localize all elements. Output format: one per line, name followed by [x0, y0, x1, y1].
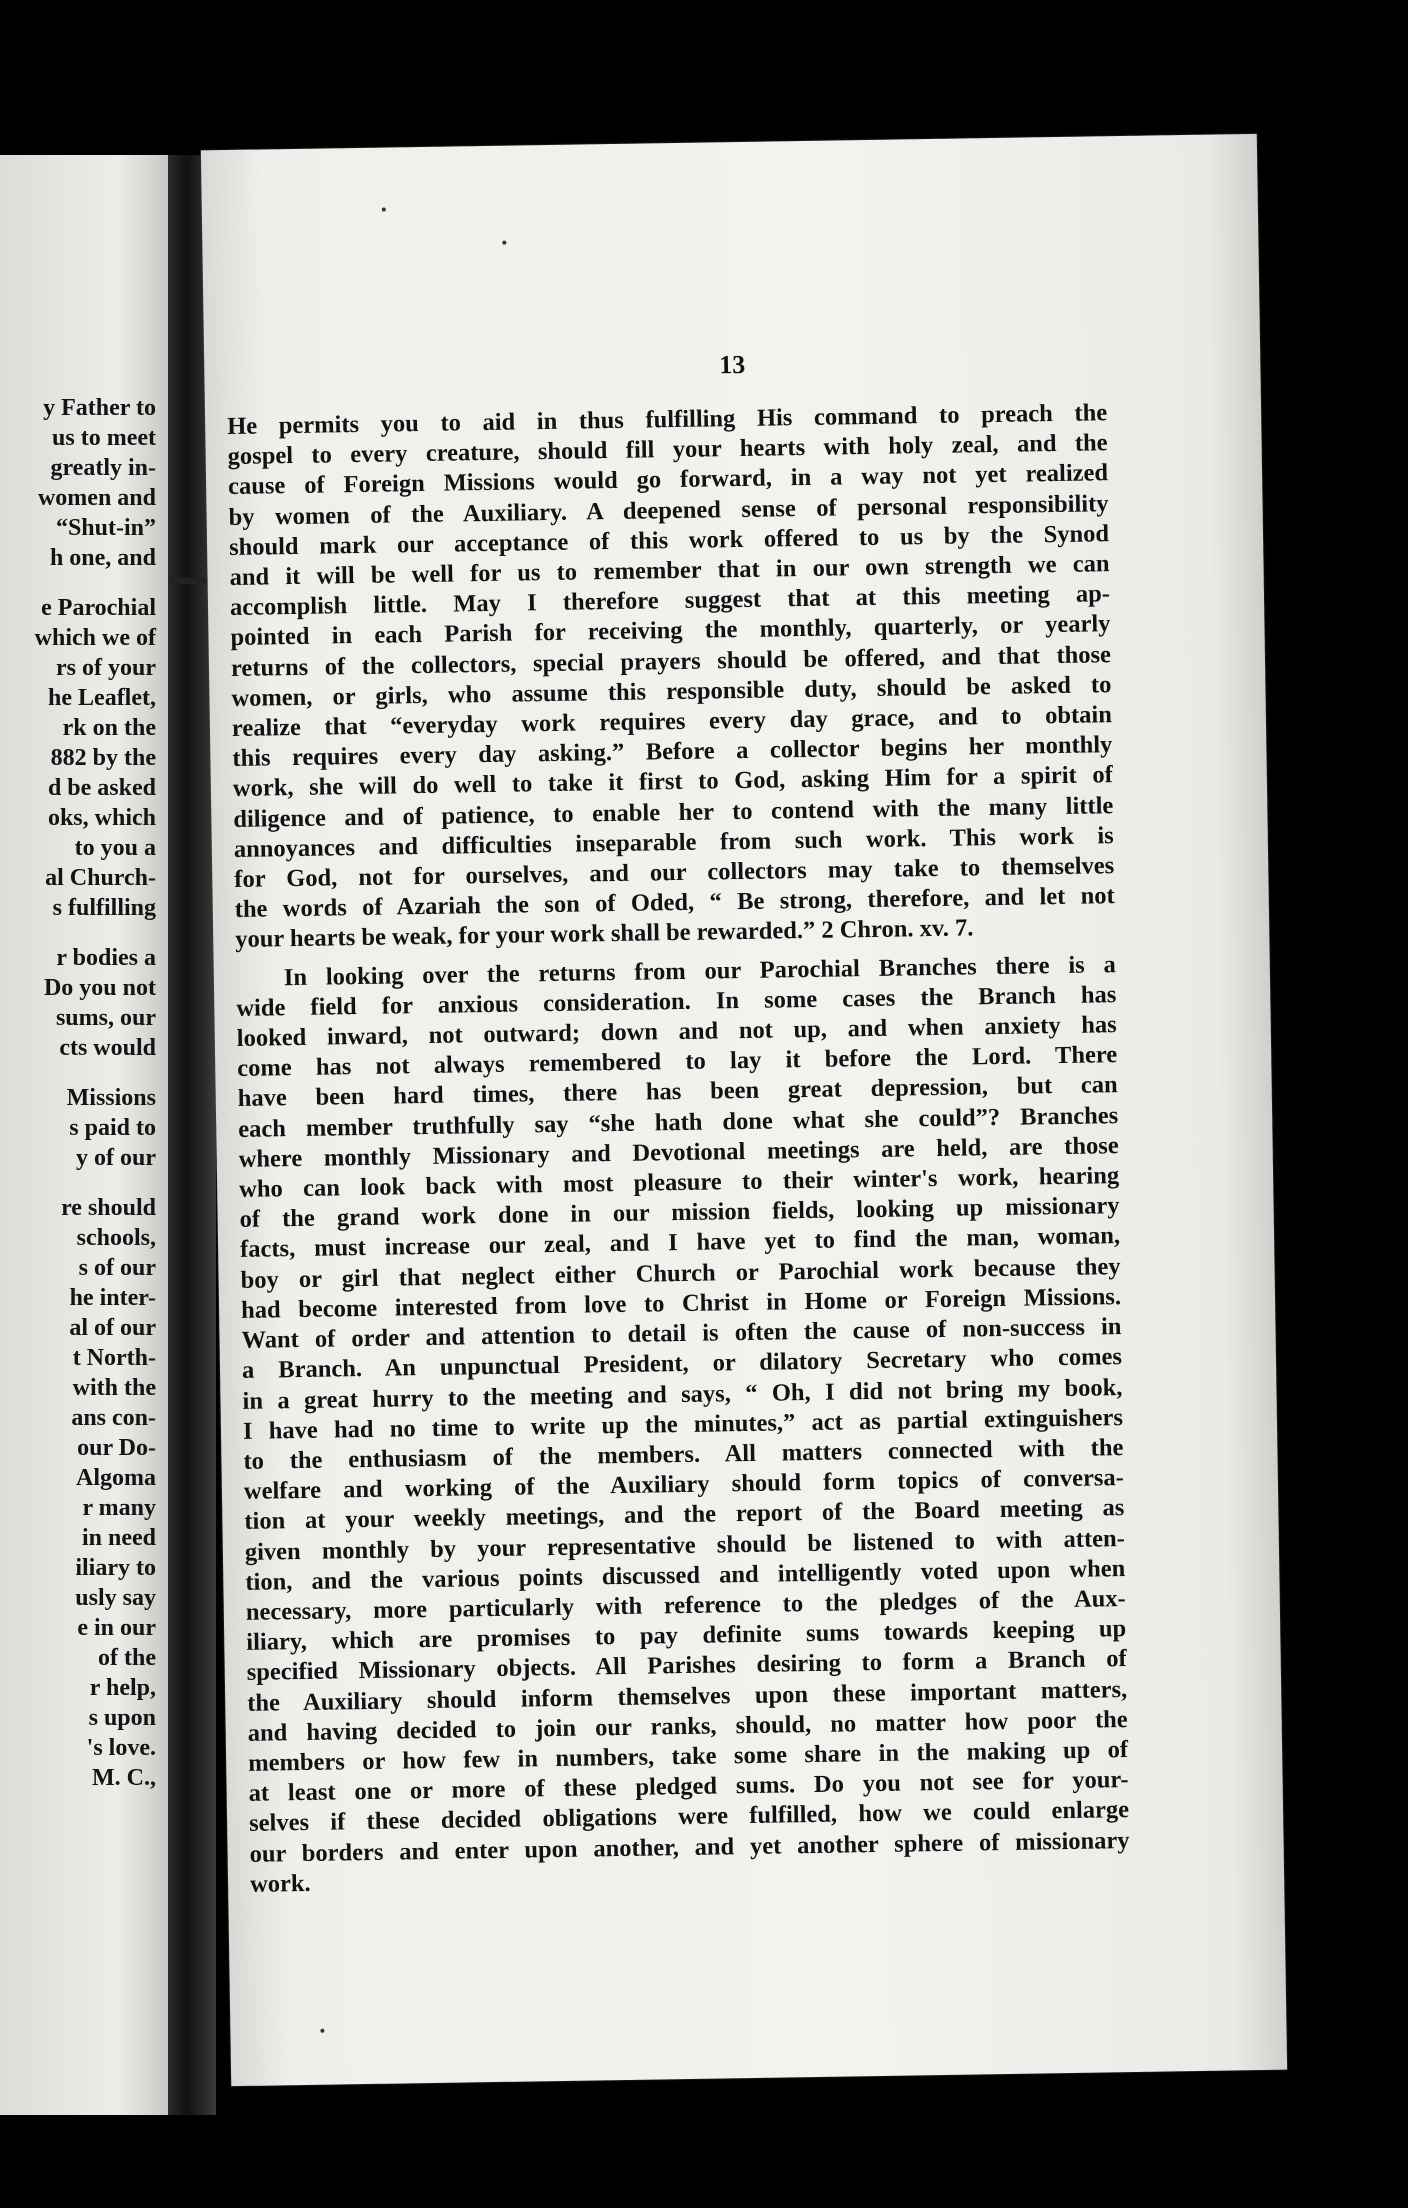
facing-page-line: M. C.,: [92, 1765, 156, 1791]
facing-page-line: t North-: [72, 1345, 156, 1371]
text-line: accomplish little. May I therefore suggest that at this meeting ap-: [229, 580, 1111, 622]
facing-page-line: 's love.: [86, 1735, 156, 1761]
facing-page-line: oks, which: [47, 805, 156, 831]
facing-page-line: 882 by the: [50, 745, 156, 771]
facing-page-line: rk on the: [62, 715, 156, 741]
text-line: selves if these decided obligations were fulfilled, how we could enlarge: [248, 1796, 1130, 1838]
text-line: cause of Foreign Missions would go forward, in a way not yet realized: [227, 459, 1109, 501]
text-line: tion, and the various points discussed and intelligently voted upon when: [245, 1554, 1126, 1596]
page-number: 13: [719, 349, 746, 380]
facing-page-line: e in our: [77, 1615, 156, 1641]
facing-page-left: [0, 155, 168, 2115]
facing-page-line: iliary to: [75, 1555, 156, 1581]
text-line: welfare and working of the Auxiliary should form topics of conversa-: [243, 1464, 1125, 1506]
text-line: tion at your weekly meetings, and the report of the Board meeting as: [244, 1494, 1125, 1536]
text-line: given monthly by your representative should be listened to with atten-: [244, 1524, 1125, 1566]
facing-page-line: [35, 1173, 156, 1193]
facing-page-line: y of our: [76, 1145, 156, 1171]
text-line: who can look back with most pleasure to their winter's work, hearing: [238, 1162, 1120, 1204]
text-line: returns of the collectors, special prayers should be offered, and that those: [230, 640, 1112, 682]
facing-page-line: ans con-: [71, 1405, 156, 1431]
facing-page-line: s paid to: [69, 1115, 156, 1141]
facing-page-line: with the: [72, 1375, 156, 1401]
facing-page-line: cts would: [59, 1035, 156, 1061]
facing-page-line: schools,: [76, 1225, 156, 1251]
facing-page-line: usly say: [75, 1585, 156, 1611]
text-line: specified Missionary objects. All Parishes desiring to form a Branch of: [246, 1645, 1127, 1687]
text-line: realize that “everyday work requires every day grace, and to obtain: [231, 701, 1113, 743]
facing-page-line: h one, and: [49, 545, 156, 571]
body-text: [227, 398, 1130, 1900]
text-line: women, or girls, who assume this responsible duty, should be asked to: [231, 671, 1112, 712]
text-line: work.: [249, 1869, 311, 1898]
facing-page-line: d be asked: [47, 775, 156, 801]
paragraph-2: [236, 950, 1131, 1900]
facing-page-line: of the: [98, 1645, 156, 1671]
scan-speck: [382, 208, 386, 212]
facing-page-line: greatly in-: [50, 455, 156, 481]
text-line: each member truthfully say “she hath done what she could”? Branches: [238, 1101, 1119, 1143]
text-line: and it will be well for us to remember that in our own strength we can: [229, 550, 1110, 592]
facing-page-text: [35, 393, 156, 1793]
facing-page-line: Algoma: [76, 1465, 156, 1491]
facing-page-line: s upon: [88, 1705, 156, 1731]
facing-page-line: al of our: [69, 1315, 156, 1341]
paragraph-1: [227, 398, 1115, 955]
facing-page-line: rs of your: [56, 655, 156, 681]
text-line: In looking over the returns from our Parochial Branches there is a: [283, 950, 1116, 991]
facing-page-line: “Shut-in”: [55, 515, 156, 541]
text-line: have been hard times, there has been great depression, but can: [237, 1071, 1118, 1113]
facing-page-line: r help,: [89, 1675, 156, 1701]
text-line: the words of Azariah the son of Oded, “ Be strong, therefore, and let not: [234, 882, 1115, 924]
facing-page-line: to you a: [74, 835, 156, 861]
scanned-page: [201, 134, 1287, 2086]
text-line: annoyances and difficulties inseparable from such work. This work is: [233, 822, 1114, 863]
facing-page-line: Missions: [66, 1085, 156, 1111]
text-line: the Auxiliary should inform themselves upon these important matters,: [247, 1675, 1128, 1717]
facing-page-line: [35, 1063, 156, 1083]
text-line: to the enthusiasm of the members. All matters connected with the: [243, 1433, 1124, 1475]
facing-page-line: y Father to: [43, 395, 156, 421]
facing-page-line: our Do-: [77, 1435, 156, 1461]
text-line: boy or girl that neglect either Church or Parochial work because they: [240, 1252, 1121, 1294]
text-line: and having decided to join our ranks, should, no matter how poor the: [247, 1705, 1128, 1747]
facing-page-line: women and: [37, 485, 156, 511]
text-line: should mark our acceptance of this work offered to us by the Synod: [228, 520, 1110, 561]
facing-page-line: re should: [61, 1195, 156, 1221]
text-line: iliary, which are promises to pay definite sums towards keeping up: [246, 1615, 1127, 1657]
text-line: facts, must increase our zeal, and I have yet to find the man, woman,: [239, 1222, 1121, 1264]
text-line: gospel to every creature, should fill your hearts with holy zeal, and the: [227, 429, 1108, 471]
facing-page-line: he Leaflet,: [48, 685, 156, 711]
text-line: I have had no time to write up the minutes,” act as partial extinguishers: [242, 1403, 1124, 1445]
text-line: He permits you to aid in thus fulfilling His command to preach the: [226, 399, 1108, 441]
text-line: members or how few in numbers, take some share in the making up of: [247, 1735, 1129, 1777]
text-line: at least one or more of these pledged sums. Do you not see for your-: [248, 1766, 1129, 1808]
facing-page-line: al Church-: [45, 865, 156, 891]
text-line: Want of order and attention to detail is often the cause of non-success in: [241, 1313, 1122, 1355]
facing-page-line: s of our: [78, 1255, 156, 1281]
facing-page-line: [35, 573, 156, 593]
text-line: where monthly Missionary and Devotional meetings are held, are those: [238, 1131, 1119, 1173]
text-line: pointed in each Parish for receiving the monthly, quarterly, or yearly: [230, 610, 1111, 652]
facing-page-line: sums, our: [55, 1005, 156, 1031]
text-line: of the grand work done in our mission fields, looking up missionary: [239, 1192, 1120, 1234]
facing-page-line: r many: [82, 1495, 156, 1521]
facing-page-line: e Parochial: [41, 595, 156, 621]
text-line: for God, not for ourselves, and our collectors may take to themselves: [234, 852, 1115, 894]
facing-page-line: in need: [81, 1525, 156, 1551]
facing-page-line: us to meet: [52, 425, 156, 451]
text-line: looked inward, not outward; down and not up, and when anxiety has: [236, 1011, 1117, 1053]
text-line: had become interested from love to Christ in Home or Foreign Missions.: [240, 1282, 1122, 1324]
text-line: necessary, more particularly with reference to the pledges of the Aux-: [245, 1584, 1126, 1626]
text-line: this requires every day asking.” Before a collector begins her monthly: [232, 731, 1113, 773]
facing-page-line: he inter-: [69, 1285, 156, 1311]
text-line: come has not always remembered to lay it before the Lord. There: [237, 1041, 1118, 1083]
text-line: work, she will do well to take it first to God, asking Him for a spirit of: [232, 761, 1113, 803]
facing-page-line: Do you not: [43, 975, 156, 1001]
text-line: your hearts be weak, for your work shall be rewarded.” 2 Chron. xv. 7.: [235, 914, 974, 954]
text-line: in a great hurry to the meeting and says, “ Oh, I did not bring my book,: [242, 1373, 1123, 1415]
text-line: a Branch. An unpunctual President, or dilatory Secretary who comes: [241, 1343, 1123, 1385]
text-line: by women of the Auxiliary. A deepened sense of personal responsibility: [228, 489, 1109, 531]
scan-speck: [502, 241, 506, 245]
text-line: diligence and of patience, to enable her to contend with the many little: [233, 791, 1114, 833]
text-line: our borders and enter upon another, and yet another sphere of missionary: [249, 1826, 1130, 1868]
scan-speck: [320, 2029, 324, 2033]
facing-page-line: r bodies a: [56, 945, 156, 971]
gutter-mark: [170, 578, 212, 584]
facing-page-line: s fulfilling: [52, 895, 156, 921]
facing-page-line: [35, 923, 156, 943]
text-line: wide field for anxious consideration. In some cases the Branch has: [236, 981, 1117, 1022]
facing-page-line: which we of: [34, 625, 156, 651]
